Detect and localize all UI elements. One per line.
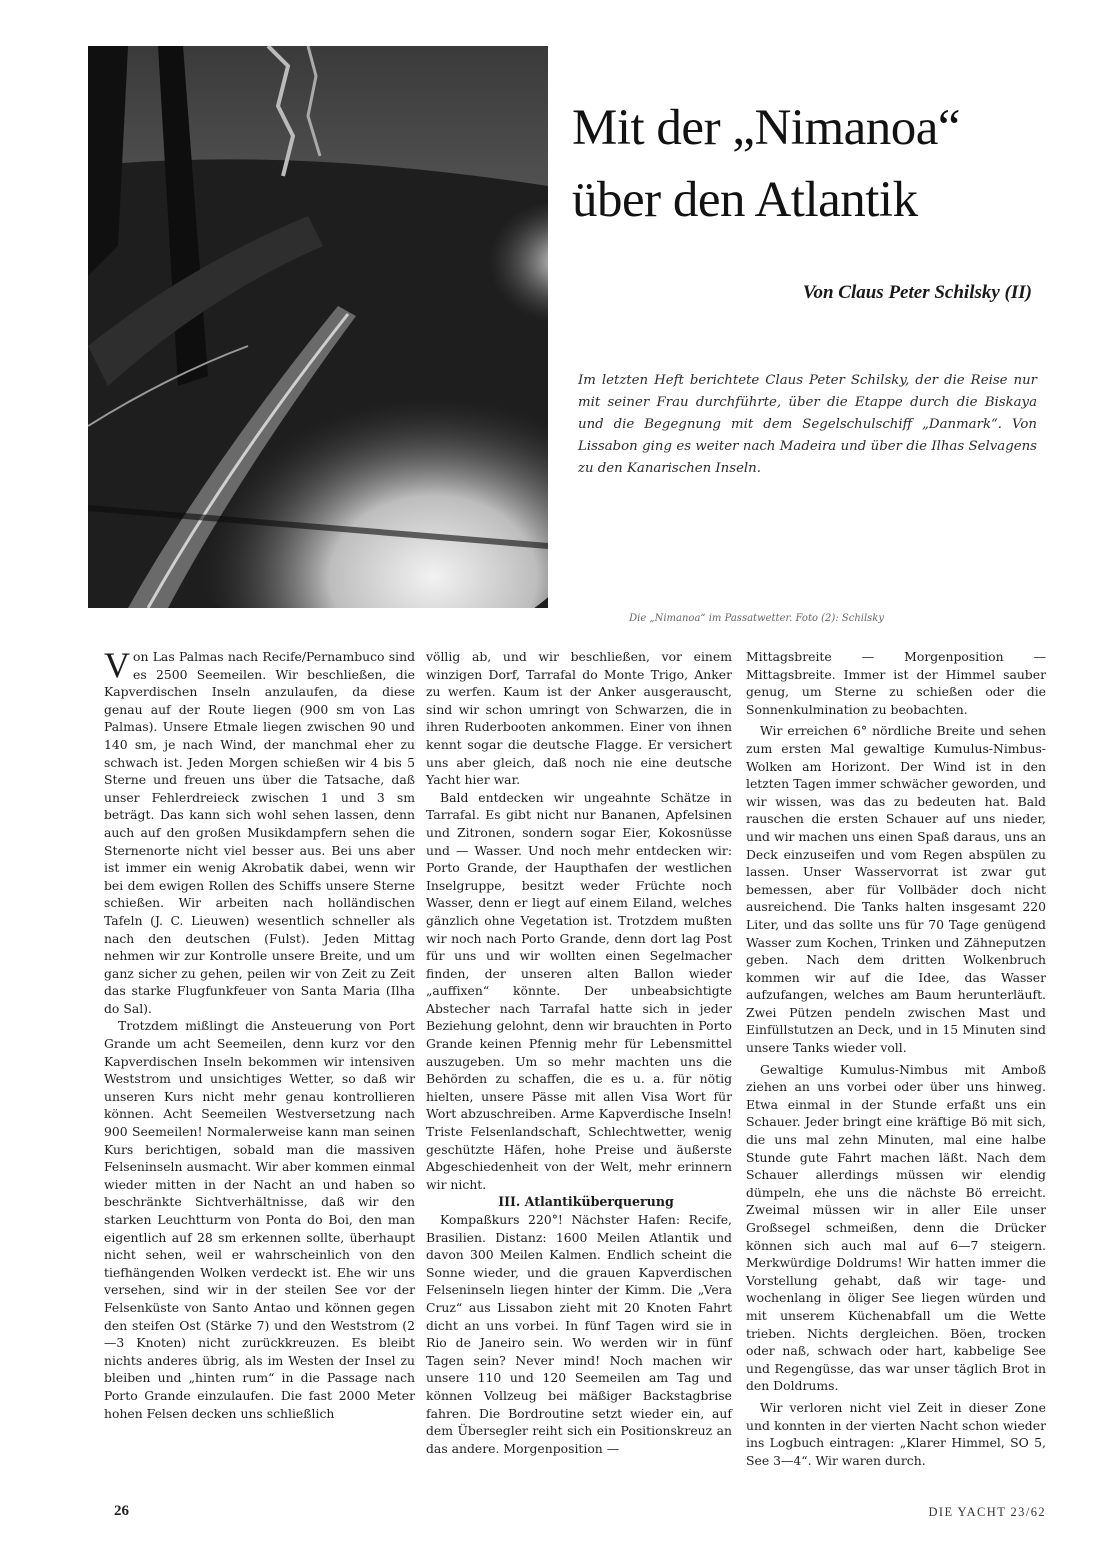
page-number: 26 <box>114 1503 129 1519</box>
column-3 <box>746 648 1046 1469</box>
paragraph: Bald entdecken wir ungeahnte Schätze in Tarrafal. Es gibt nicht nur Bananen, Apfelsinen und Zitronen, sondern sogar Eier, Kokosnüsse und — Wasser. Und noch mehr entdecken wir: Porto Grande, der Haupthafen der westlichen Inselgruppe, besitzt weder Früchte noch Wasser, denn er liegt auf einem Eiland, welches gänzlich ohne Vegetation ist. Trotzdem mußten wir noch nach Porto Grande, denn dort lag Post für uns und wir wollten einen Segelmacher finden, der unseren alten Ballon wieder „auffixen“ könnte. Der unbeabsichtigte Abstecher nach Tarrafal hatte sich in jeder Beziehung gelohnt, denn wir brauchten in Porto Grande keinen Pfennig mehr für Lebensmittel auszugeben. Um so mehr machten uns die Behörden zu schaffen, die es u. a. für nötig hielten, unsere Pässe mit allen Visa Wort für Wort abzuschreiben. Arme Kapverdische Inseln! Triste Felsenlandschaft, Schlechtwetter, wenig geschützte Häfen, hohe Preise und äußerste Abgeschiedenheit von der Welt, mehr erinnern wir nicht. <box>426 789 732 1192</box>
drop-cap: V <box>104 645 130 685</box>
title-line-1: Mit der „Nimanoa“ <box>572 100 961 156</box>
section-heading: III. Atlantiküberquerung <box>498 1194 674 1210</box>
paragraph-text: on Las Palmas nach Recife/Pernambuco sind es 2500 Seemeilen. Wir beschließen, die Kapverdischen Inseln anzulaufen, da diese genau auf der Route liegen (900 sm von Las Palmas). Unsere Etmale liegen zwischen 90 und 140 sm, je nach Wind, der manchmal eher zu schwach ist. Jeden Morgen schießen wir 4 bis 5 Sterne und freuen uns über die Tatsache, daß unser Fehlerdreieck zwischen 1 und 3 sm beträgt. Das kann sich wohl sehen lassen, denn auch auf den großen Musikdampfern sehen die Sternenorte nicht viel besser aus. Bei uns aber ist immer ein wenig Akrobatik dabei, wenn wir bei dem ewigen Rollen des Schiffs unsere Sterne schießen. Wir arbeiten nach holländischen Tafeln (J. C. Lieuwen) wesentlich schneller als nach den deutschen (Fulst). Jeden Mittag nehmen wir zur Kontrolle unsere Breite, und um ganz sicher zu gehen, peilen wir von Zeit zu Zeit das starke Flugfunkfeuer von Santa Maria (Ilha do Sal). <box>104 649 415 1016</box>
paragraph: Wir verloren nicht viel Zeit in dieser Zone und konnten in der vierten Nacht schon wieder ins Logbuch eintragen: „Klarer Himmel, SO 5, See 3—4“. Wir waren durch. <box>746 1399 1046 1468</box>
magazine-footer: DIE YACHT 23/62 <box>928 1505 1046 1519</box>
column-1 <box>104 645 415 1422</box>
title-line-2: über den Atlantik <box>572 172 918 228</box>
column-2 <box>426 648 732 1457</box>
paragraph: Trotzdem mißlingt die Ansteuerung von Port Grande um acht Seemeilen, denn kurz vor den Kapverdischen Inseln bekommen wir intensiven Weststrom und unsichtiges Wetter, so daß wir unseren Kurs nicht mehr genau kontrollieren können. Acht Seemeilen Westversetzung nach 900 Seemeilen! Normalerweise kann man seinen Kurs berichtigen, sobald man die massiven Felseninseln ausmacht. Wir aber kommen einmal wieder mitten in der Nacht an und haben so beschränkte Sichtverhältnisse, daß wir den starken Leuchtturm von Ponta do Boi, den man eigentlich auf 28 sm erkennen sollte, überhaupt nicht sehen, weil er wahrscheinlich von den tiefhängenden Wolken verdeckt ist. Ehe wir uns versehen, sind wir in der steilen See vor der Felsenküste von Santo Antao und können gegen den steifen Ost (Stärke 7) und den Weststrom (2—3 Knoten) nicht zurückkreuzen. Es bleibt nichts anderes übrig, als im Westen der Insel zu bleiben und „hinten rum“ in die Passage nach Porto Grande einzulaufen. Die fast 2000 Meter hohen Felsen decken uns schließlich <box>104 1018 415 1421</box>
paragraph: Kompaßkurs 220°! Nächster Hafen: Recife, Brasilien. Distanz: 1600 Meilen Atlantik und davon 300 Meilen Kalmen. Endlich scheint die Sonne wieder, und die grauen Kapverdischen Felseninseln liegen hinter der Kimm. Die „Vera Cruz“ aus Lissabon zieht mit 20 Knoten Fahrt dicht an uns vorbei. In fünf Tagen wird sie in Rio de Janeiro sein. Wo werden wir in fünf Tagen sein? Never mind! Noch machen wir unsere 110 und 120 Seemeilen am Tag und können Vollzeug bei mäßiger Backstagbrise fahren. Die Bordroutine setzt wieder ein, auf dem Übersegler reiht sich ein Positionskreuz an das andere. Morgenposition — <box>426 1212 732 1456</box>
intro-paragraph: Im letzten Heft berichtete Claus Peter Schilsky, der die Reise nur mit seiner Frau durchführte, über die Etappe durch die Biskaya und die Begegnung mit dem Segelschulschiff „Danmark“. Von Lissabon ging es weiter nach Madeira und über die Ilhas Selvagens zu den Kanarischen Inseln. <box>578 373 1037 476</box>
paragraph <box>104 645 415 1017</box>
paragraph: Gewaltige Kumulus-Nimbus mit Amboß ziehen an uns vorbei oder über uns hinweg. Etwa einmal in der Stunde erfaßt uns ein Schauer. Jeder bringt eine kräftige Bö mit sich, die uns mal zehn Minuten, mal eine halbe Stunde gute Fahrt machen läßt. Nach dem Schauer allerdings müssen wir elendig dümpeln, ehe uns die nächste Bö erreicht. Zweimal müssen wir in aller Eile unser Großsegel schmeißen, denn die Drücker können sich auch mal auf 6—7 steigern. Merkwürdige Doldrums! Wir hatten immer die Vorstellung gehabt, daß wir tage- und wochenlang in öliger See liegen würden und mit unserem Küchenabfall um die Wette trieben. Nichts dergleichen. Böen, trocken oder naß, schwach oder hart, kabbelige See und Regengüsse, das war unser täglich Brot in den Doldrums. <box>746 1061 1046 1394</box>
photo-caption: Die „Nimanoa“ im Passatwetter. Foto (2): Schilsky <box>629 613 884 624</box>
byline: Von Claus Peter Schilsky (II) <box>802 282 1032 303</box>
sailing-photo <box>88 46 548 608</box>
sailing-boat-bow-photo-icon <box>88 46 548 608</box>
paragraph: völlig ab, und wir beschließen, vor einem winzigen Dorf, Tarrafal do Monte Trigo, Anker zu werfen. Kaum ist der Anker ausgerauscht, sind wir schon umringt von Schwarzen, die in ihren Ruderbooten ankommen. Einer von ihnen kennt sogar die deutsche Flagge. Er versichert uns aber gleich, daß noch nie eine deutsche Yacht hier war. <box>426 649 732 788</box>
article-title <box>572 92 1032 236</box>
paragraph: Mittagsbreite — Morgenposition — Mittagsbreite. Immer ist der Himmel sauber genug, um Sterne zu schießen oder die Sonnenkulmination zu beobachten. <box>746 649 1046 717</box>
paragraph: Wir erreichen 6° nördliche Breite und sehen zum ersten Mal gewaltige Kumulus-Nimbus-Wolken am Horizont. Der Wind ist in den letzten Tagen immer schwächer geworden, und wir wissen, was das zu bedeuten hat. Bald rauschen die ersten Schauer auf uns nieder, und wir machen uns einen Spaß daraus, uns an Deck einzuseifen und vom Regen abspülen zu lassen. Unser Wasservorrat ist zwar gut bemessen, aber für Vollbäder doch nicht ausreichend. Die Tanks halten insgesamt 220 Liter, und das sollte uns für 70 Tage genügend Wasser zum Kochen, Trinken und Zähneputzen geben. Nach dem dritten Wolkenbruch kommen wir auf die Idee, das Wasser aufzufangen, welches am Baum herunterläuft. Zwei Pützen pendeln zwischen Mast und Einfüllstutzen an Deck, und in 15 Minuten sind unsere Tanks wieder voll. <box>746 723 1046 1056</box>
